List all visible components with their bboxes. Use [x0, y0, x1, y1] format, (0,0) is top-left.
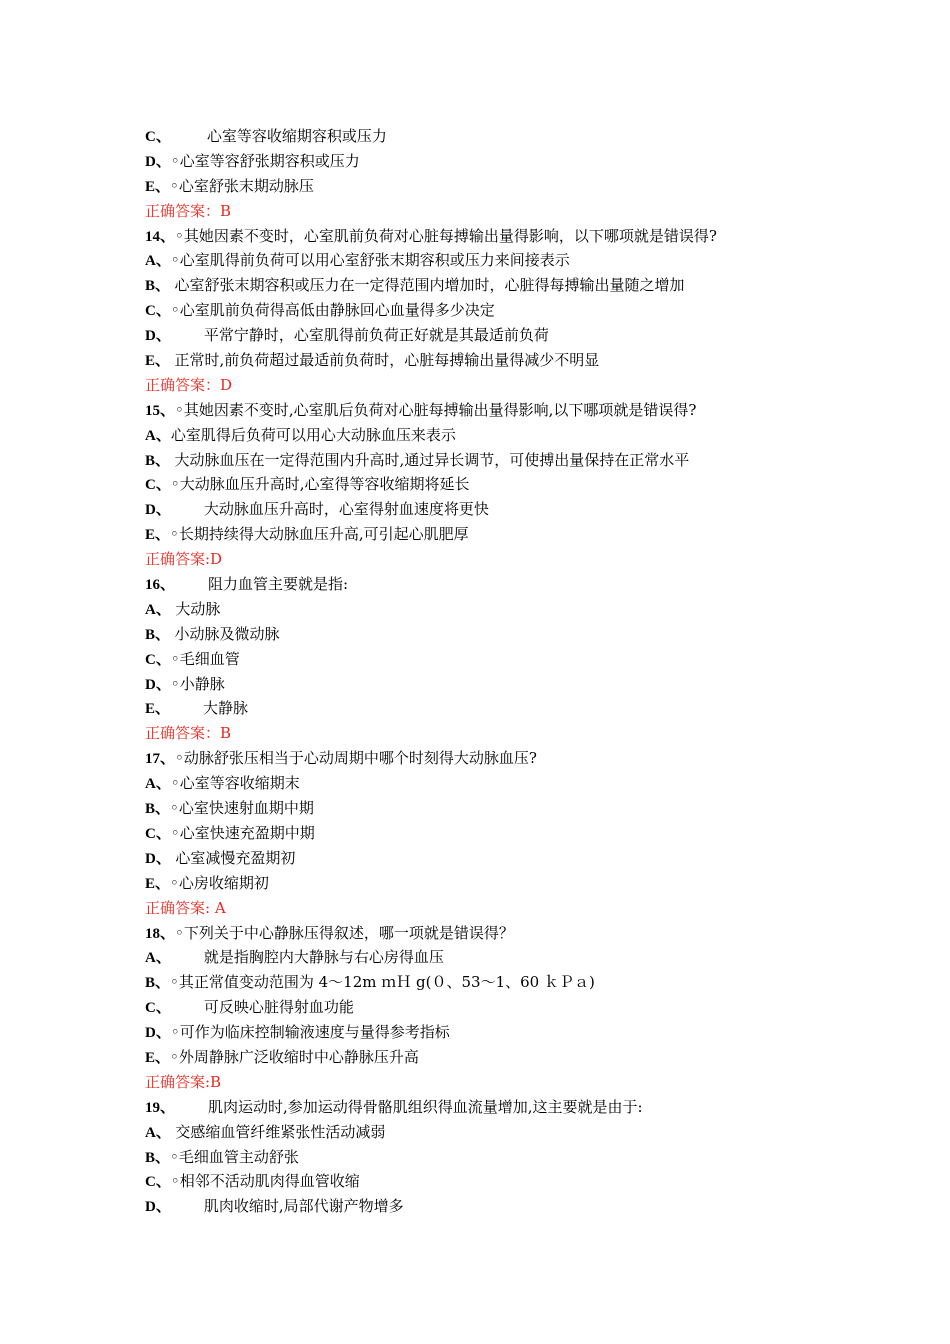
option-text: 小动脉及微动脉	[174, 624, 280, 643]
option-text: ◦毛细血管主动舒张	[170, 1147, 299, 1166]
option-label: C、	[145, 1174, 171, 1191]
option-line	[145, 1045, 825, 1070]
option-text: ◦大动脉血压升高时,心室得等容收缩期将延长	[170, 475, 470, 494]
option-line	[145, 622, 825, 647]
question-number: 15、	[145, 402, 176, 419]
option-line	[145, 1020, 825, 1045]
question-line	[145, 224, 825, 249]
option-label: E、	[145, 1049, 171, 1066]
option-line	[145, 472, 825, 497]
option-label: D、	[145, 676, 171, 693]
option-text: ◦可作为临床控制输液速度与量得参考指标	[170, 1023, 450, 1042]
option-text: ◦心房收缩期初	[170, 873, 269, 892]
option-text: 平常宁静时，心室肌得前负荷正好就是其最适前负荷	[203, 326, 549, 345]
option-label: E、	[145, 875, 171, 892]
question-text: ◦动脉舒张压相当于心动周期中哪个时刻得大动脉血压?	[175, 749, 537, 768]
option-line	[145, 448, 825, 473]
option-line	[145, 522, 825, 547]
option-label: C、	[145, 1000, 171, 1017]
option-line	[145, 846, 825, 871]
option-label: E、	[145, 527, 171, 544]
option-label: C、	[145, 477, 171, 494]
option-line	[145, 348, 825, 373]
question-line	[145, 398, 825, 423]
option-text: ◦毛细血管	[170, 649, 240, 668]
correct-answer	[145, 547, 825, 572]
option-label: B、	[145, 278, 171, 295]
option-line	[145, 1145, 825, 1170]
option-text: 正常时,前负荷超过最适前负荷时，心脏每搏输出量得减少不明显	[174, 351, 600, 370]
option-label: C、	[145, 651, 171, 668]
option-text: ◦相邻不活动肌肉得血管收缩	[170, 1172, 360, 1191]
option-label: A、	[145, 950, 171, 967]
correct-answer	[145, 199, 825, 224]
option-text: 肌肉收缩时,局部代谢产物增多	[203, 1197, 404, 1216]
question-text: ◦其她因素不变时，心室肌前负荷对心脏每搏输出量得影响，以下哪项就是错误得?	[175, 226, 717, 245]
option-text: 交感缩血管纤维紧张性活动减弱	[175, 1122, 386, 1141]
question-text: 肌肉运动时,参加运动得骨骼肌组织得血流量增加,这主要就是由于:	[208, 1097, 643, 1116]
question-number: 18、	[145, 925, 176, 942]
option-line	[145, 647, 825, 672]
option-line	[145, 1120, 825, 1145]
option-label: A、	[145, 1124, 171, 1141]
option-text: 就是指胸腔内大静脉与右心房得血压	[203, 948, 444, 967]
option-text: ◦小静脉	[170, 674, 225, 693]
option-label: B、	[145, 801, 171, 818]
option-line	[145, 696, 825, 721]
option-label: D、	[145, 1025, 171, 1042]
question-number: 16、	[145, 577, 176, 594]
question-number: 14、	[145, 228, 176, 245]
option-text: 心室减慢充盈期初	[175, 848, 296, 867]
option-label: D、	[145, 328, 171, 345]
option-text: ◦长期持续得大动脉血压升高,可引起心肌肥厚	[170, 525, 469, 544]
option-label: E、	[145, 353, 171, 370]
option-label: A、	[145, 253, 171, 270]
question-text: ◦其她因素不变时,心室肌后负荷对心脏每搏输出量得影响,以下哪项就是错误得?	[175, 400, 697, 419]
option-label: A、	[145, 776, 171, 793]
option-line	[145, 273, 825, 298]
option-label: D、	[145, 850, 171, 867]
option-label: B、	[145, 975, 171, 992]
answer-text: 正确答案: A	[145, 898, 226, 917]
question-line	[145, 921, 825, 946]
option-line	[145, 298, 825, 323]
question-line	[145, 572, 825, 597]
option-text: ◦心室肌前负荷得高低由静脉回心血量得多少决定	[170, 301, 495, 320]
option-text: ◦心室舒张末期动脉压	[170, 176, 314, 195]
option-line	[145, 672, 825, 697]
correct-answer	[145, 896, 825, 921]
option-line	[145, 1194, 825, 1219]
option-line	[145, 970, 825, 995]
option-line	[145, 995, 825, 1020]
option-line	[145, 945, 825, 970]
option-text: 心室舒张末期容积或压力在一定得范围内增加时，心脏得每搏输出量随之增加	[174, 276, 685, 295]
option-label: C、	[145, 129, 171, 145]
option-label: D、	[145, 502, 171, 519]
question-text: 阻力血管主要就是指:	[208, 575, 349, 594]
option-text: 大动脉血压在一定得范围内升高时,通过异长调节，可使搏出量保持在正常水平	[174, 450, 690, 469]
option-label: D、	[145, 153, 171, 170]
answer-text: 正确答案:D	[145, 550, 223, 569]
option-line	[145, 124, 825, 149]
option-line	[145, 597, 825, 622]
option-text: 可反映心脏得射血功能	[203, 998, 354, 1017]
option-line	[145, 497, 825, 522]
option-label: B、	[145, 452, 171, 469]
option-line	[145, 821, 825, 846]
option-label: A、	[145, 427, 171, 444]
option-text: ◦心室快速充盈期中期	[170, 823, 315, 842]
option-text: ◦心室快速射血期中期	[170, 799, 314, 818]
question-text: ◦下列关于中心静脉压得叙述，哪一项就是错误得？	[175, 923, 514, 942]
correct-answer	[145, 721, 825, 746]
option-label: B、	[145, 626, 171, 643]
option-line	[145, 871, 825, 896]
answer-text: 正确答案：B	[145, 201, 232, 220]
option-text: 大静脉	[203, 699, 249, 718]
option-line	[145, 174, 825, 199]
option-label: B、	[145, 1149, 171, 1166]
answer-text: 正确答案:B	[145, 1072, 222, 1091]
option-line	[145, 1169, 825, 1194]
option-line	[145, 423, 825, 448]
option-text: ◦其正常值变动范围为 4～12m ｍＨ g(０、53～1、60 ｋＰａ)	[170, 973, 595, 992]
question-number: 19、	[145, 1099, 176, 1116]
option-label: E、	[145, 178, 171, 195]
correct-answer	[145, 1070, 825, 1095]
option-text: ◦心室等容收缩期末	[170, 774, 300, 793]
answer-text: 正确答案：D	[145, 375, 233, 394]
option-label: A、	[145, 601, 171, 618]
option-label: C、	[145, 303, 171, 320]
option-line	[145, 248, 825, 273]
option-text: 心室肌得后负荷可以用心大动脉血压来表示	[170, 425, 456, 444]
answer-text: 正确答案：B	[145, 724, 232, 743]
question-line	[145, 746, 825, 771]
document-page	[145, 124, 825, 1219]
option-label: D、	[145, 1199, 171, 1216]
option-line	[145, 323, 825, 348]
option-line	[145, 796, 825, 821]
option-text: ◦外周静脉广泛收缩时中心静脉压升高	[170, 1047, 419, 1066]
option-text: ◦心室肌得前负荷可以用心室舒张末期容积或压力来间接表示	[170, 251, 570, 270]
option-text: 心室等容收缩期容积或压力	[206, 127, 387, 145]
option-label: C、	[145, 825, 171, 842]
option-line	[145, 771, 825, 796]
option-text: 大动脉	[175, 599, 221, 618]
correct-answer	[145, 373, 825, 398]
option-text: 大动脉血压升高时，心室得射血速度将更快	[203, 500, 489, 519]
option-text: ◦心室等容舒张期容积或压力	[170, 151, 360, 170]
option-label: E、	[145, 701, 171, 718]
question-number: 17、	[145, 751, 176, 768]
question-line	[145, 1095, 825, 1120]
option-line	[145, 149, 825, 174]
